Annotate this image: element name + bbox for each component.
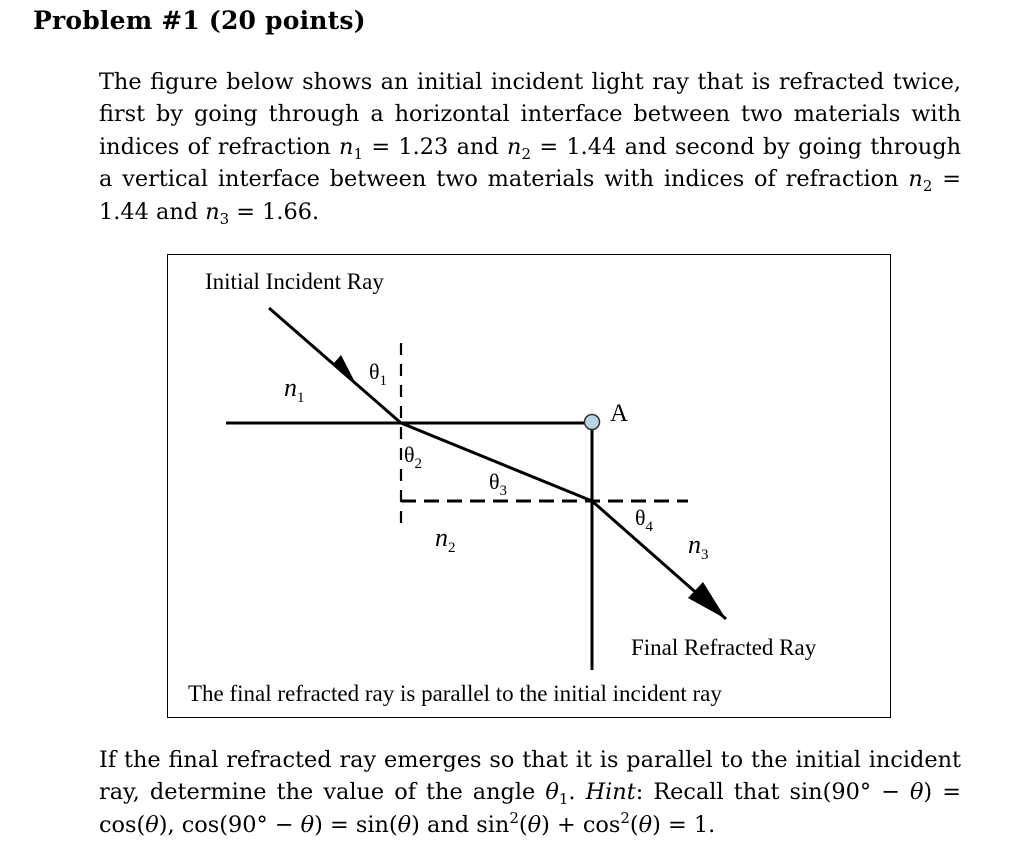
initial-ray-label: Initial Incident Ray [205,269,384,294]
theta1-label: $\theta_1$ [369,359,388,389]
n3-label: $n_3$ [688,530,709,563]
point-a-label: A [610,400,629,427]
final-ray-label: Final Refracted Ray [631,635,817,660]
theta4-label: $\theta_4$ [635,505,654,535]
refraction-figure [167,254,891,718]
theta3-label: $\theta_3$ [489,469,508,499]
point-a-marker [585,415,600,430]
incident-ray-arrow [334,355,357,386]
n1-label: $n_1$ [284,373,305,406]
theta2-label: $\theta_2$ [404,442,423,472]
figure-caption: The final refracted ray is parallel to the initial incident ray [188,681,722,706]
n2-label: $n_2$ [435,523,456,556]
question-paragraph: If the final refracted ray emerges so that it is parallel to the initial incident ray, determine the value of the angle $\theta_1$. Hint: Recall that sin(90° − θ) = cos(θ), cos(90° − θ) = sin(θ) and $\sin^2(\theta) + \cos^2(\theta) = 1$. [99,747,961,838]
intro-paragraph: The figure below shows an initial incident light ray that is refracted twice, first by going through a horizontal interface between two materials with indices of refraction $n_1 = 1.23$ and $n_2 = 1.44$ and second by going through a vertical interface between two materials with indices of refraction $n_2 = 1.44$ and $n_3 = 1.66$. [99,69,962,228]
problem-title: Problem #1 (20 points) [33,6,366,35]
final-ray-arrow [688,582,726,619]
